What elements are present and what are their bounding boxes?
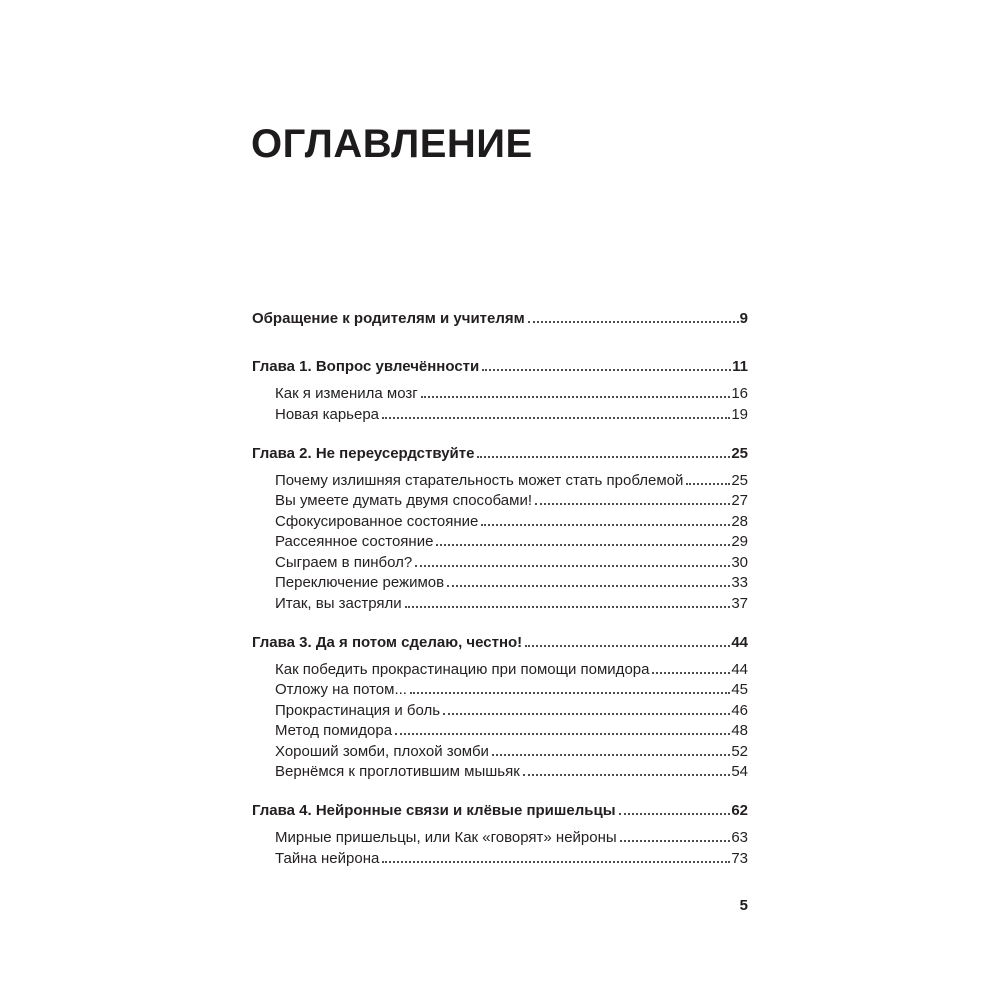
dotted-leader — [482, 369, 731, 371]
toc-entry-page-number: 30 — [731, 553, 748, 571]
toc-entry-page-number: 28 — [731, 512, 748, 530]
toc-entry-page-number: 44 — [731, 660, 748, 678]
page-number: 5 — [739, 897, 748, 914]
toc-chapter-row — [252, 799, 748, 823]
toc-sub-row — [252, 828, 748, 849]
toc-sub-row — [252, 471, 748, 492]
toc-entry-label: Хороший зомби, плохой зомби — [275, 742, 489, 760]
toc-entry-page-number: 25 — [731, 444, 748, 462]
toc-entry-page-number: 16 — [731, 385, 748, 402]
toc-entry-label: Глава 3. Да я потом сделаю, честно! — [252, 633, 523, 651]
dotted-leader — [436, 544, 730, 546]
toc-sub-row — [252, 573, 748, 594]
toc-entry-page-number: 45 — [731, 681, 748, 698]
toc-chapter-row — [252, 355, 748, 379]
toc-entry-label: Тайна нейрона — [275, 849, 380, 867]
toc-entry-label: Метод помидора — [275, 722, 393, 739]
dotted-leader — [528, 321, 739, 323]
toc-entry-page-number: 37 — [731, 594, 748, 612]
toc-entry-page-number: 19 — [731, 405, 748, 423]
toc-sub-row — [252, 721, 748, 742]
toc-entry-label: Новая карьера — [275, 405, 380, 423]
toc-entry-label: Глава 2. Не переусердствуйте — [252, 444, 475, 462]
toc-entry-page-number: 33 — [731, 574, 748, 591]
toc-entry-page-number: 27 — [731, 492, 748, 509]
toc-entry-page-number: 63 — [731, 829, 748, 846]
toc-entry-page-number: 54 — [731, 763, 748, 780]
toc-entry-label: Почему излишняя старательность может стать проблемой — [275, 471, 684, 489]
toc-entry-label: Вы умеете думать двумя способами! — [275, 492, 533, 509]
toc-entry-page-number: 44 — [731, 633, 748, 651]
dotted-leader — [443, 713, 730, 715]
toc-sub-row — [252, 742, 748, 763]
toc-entry-label: Глава 1. Вопрос увлечённости — [252, 358, 480, 375]
toc-sub-row — [252, 553, 748, 574]
toc-sub-row — [252, 384, 748, 405]
dotted-leader — [405, 606, 731, 608]
toc-entry-page-number: 73 — [731, 849, 748, 867]
toc-entry-label: Сыграем в пинбол? — [275, 553, 413, 571]
dotted-leader — [382, 861, 730, 863]
toc-sub-row — [252, 701, 748, 722]
toc-sub-row — [252, 680, 748, 701]
toc-sub-row — [252, 849, 748, 870]
dotted-leader — [395, 733, 730, 735]
page-title: ОГЛАВЛЕНИЕ — [251, 122, 533, 166]
dotted-leader — [652, 672, 730, 674]
toc-sub-row — [252, 405, 748, 426]
toc-list — [252, 307, 748, 869]
dotted-leader — [415, 565, 730, 567]
dotted-leader — [523, 774, 731, 776]
dotted-leader — [421, 396, 731, 398]
toc-entry-label: Итак, вы застряли — [275, 594, 402, 612]
dotted-leader — [447, 585, 730, 587]
dotted-leader — [481, 524, 730, 526]
toc-entry-label: Рассеянное состояние — [275, 533, 434, 550]
dotted-leader — [477, 456, 730, 458]
toc-entry-page-number: 9 — [739, 310, 748, 327]
toc-chapter-row — [252, 442, 748, 466]
toc-entry-label: Мирные пришельцы, или Как «говорят» нейроны — [275, 829, 617, 846]
toc-sub-row — [252, 512, 748, 533]
toc-sub-row — [252, 491, 748, 512]
dotted-leader — [525, 645, 730, 647]
toc-entry-page-number: 25 — [731, 471, 748, 489]
toc-entry-page-number: 52 — [731, 742, 748, 760]
toc-entry-page-number: 48 — [731, 722, 748, 739]
toc-entry-page-number: 62 — [731, 802, 748, 819]
toc-chapter-row — [252, 631, 748, 655]
toc-sub-row — [252, 594, 748, 615]
toc-sub-row — [252, 532, 748, 553]
toc-entry-page-number: 11 — [732, 358, 748, 375]
dotted-leader — [619, 813, 731, 815]
toc-entry-label: Глава 4. Нейронные связи и клёвые пришельцы — [252, 802, 616, 819]
dotted-leader — [686, 483, 730, 485]
toc-entry-label: Переключение режимов — [275, 574, 445, 591]
dotted-leader — [620, 840, 731, 842]
toc-entry-label: Отложу на потом... — [275, 681, 407, 698]
dotted-leader — [382, 417, 730, 419]
toc-chapter-row — [252, 307, 748, 331]
toc-entry-label: Сфокусированное состояние — [275, 512, 479, 530]
toc-entry-label: Вернёмся к проглотившим мышьяк — [275, 763, 520, 780]
dotted-leader — [492, 754, 730, 756]
toc-entry-label: Прокрастинация и боль — [275, 701, 441, 719]
toc-sub-row — [252, 762, 748, 783]
toc-entry-page-number: 46 — [731, 701, 748, 719]
toc-entry-label: Обращение к родителям и учителям — [252, 310, 525, 327]
toc-entry-page-number: 29 — [731, 533, 748, 550]
toc-entry-label: Как победить прокрастинацию при помощи помидора — [275, 660, 650, 678]
toc-entry-label: Как я изменила мозг — [275, 385, 418, 402]
dotted-leader — [535, 503, 730, 505]
toc-sub-row — [252, 660, 748, 681]
dotted-leader — [410, 692, 730, 694]
